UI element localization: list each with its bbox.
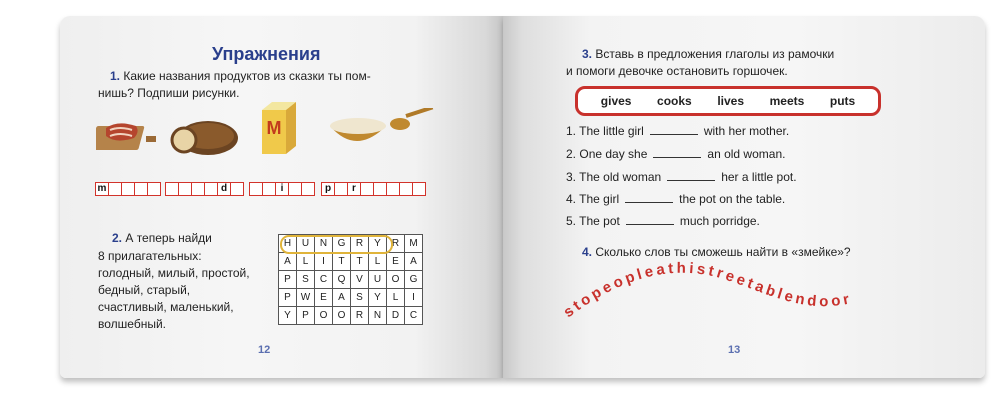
letter-cell[interactable]: m <box>95 182 109 196</box>
wordsearch-cell[interactable]: R <box>351 307 369 325</box>
exercise-3-line1: Вставь в предложения глаголы из рамочки <box>595 47 835 61</box>
wordsearch-cell[interactable]: E <box>387 253 405 271</box>
letter-cell[interactable]: r <box>347 182 361 196</box>
wordsearch-cell[interactable]: N <box>369 307 387 325</box>
wordsearch-cell[interactable]: Q <box>333 271 351 289</box>
wordsearch-cell[interactable]: P <box>279 289 297 307</box>
exercise-1-number: 1. <box>110 69 121 83</box>
wordsearch-cell[interactable]: P <box>279 271 297 289</box>
wordsearch-cell[interactable]: P <box>297 307 315 325</box>
wordsearch-cell[interactable]: S <box>351 289 369 307</box>
sentence-number: 5. <box>566 214 577 228</box>
verb-word: lives <box>717 94 745 108</box>
wordsearch-cell[interactable]: L <box>387 289 405 307</box>
wordsearch-cell[interactable]: G <box>333 235 351 253</box>
sentence-start: The little girl <box>579 124 644 138</box>
sentence-start: The pot <box>579 214 620 228</box>
wordsearch-cell[interactable]: H <box>279 235 297 253</box>
wordsearch-cell[interactable]: I <box>405 289 423 307</box>
exercise-2-number: 2. <box>112 231 123 245</box>
sentence-number: 2. <box>566 147 577 161</box>
exercise-4-number: 4. <box>582 245 593 259</box>
sentence-end: her a little pot. <box>721 170 797 184</box>
wordsearch-cell[interactable]: A <box>333 289 351 307</box>
wordsearch-cell[interactable]: I <box>315 253 333 271</box>
wordsearch-cell[interactable]: N <box>315 235 333 253</box>
letter-cell[interactable]: p <box>321 182 335 196</box>
sentence-end: with her mother. <box>703 124 790 138</box>
sentence-number: 4. <box>566 192 577 206</box>
exercise-3-line2: и помоги девочке остановить горшочек. <box>566 64 788 78</box>
wordsearch-cell[interactable]: T <box>351 253 369 271</box>
wordsearch-cell[interactable]: O <box>315 307 333 325</box>
sentence-end: much porridge. <box>679 214 760 228</box>
verb-word: puts <box>829 94 856 108</box>
exercise-2-line5: счастливый, маленький, <box>98 300 234 314</box>
wordsearch-cell[interactable]: A <box>279 253 297 271</box>
wordsearch-cell[interactable]: Y <box>279 307 297 325</box>
wordsearch-cell[interactable]: U <box>297 235 315 253</box>
verb-word: cooks <box>657 94 692 108</box>
wordsearch-cell[interactable]: W <box>297 289 315 307</box>
wordsearch-cell[interactable]: C <box>405 307 423 325</box>
verb-word: gives <box>600 94 632 108</box>
word-snake <box>60 16 985 378</box>
page-number-left: 12 <box>258 344 271 356</box>
wordsearch-cell[interactable]: V <box>351 271 369 289</box>
exercise-1-line1: Какие названия продуктов из сказки ты пом- <box>123 69 371 83</box>
wordsearch-cell[interactable]: S <box>297 271 315 289</box>
sentence-number: 1. <box>566 124 577 138</box>
wordsearch-cell[interactable]: R <box>351 235 369 253</box>
wordsearch-cell[interactable]: M <box>405 235 423 253</box>
sentence-end: the pot on the table. <box>679 192 786 206</box>
exercise-1-line2: нишь? Подпиши рисунки. <box>98 86 240 100</box>
wordsearch-cell[interactable]: O <box>333 307 351 325</box>
wordsearch-cell[interactable]: Y <box>369 289 387 307</box>
sentence-start: The old woman <box>579 170 662 184</box>
wordsearch-cell[interactable]: D <box>387 307 405 325</box>
wordsearch-cell[interactable]: C <box>315 271 333 289</box>
wordsearch-cell[interactable]: E <box>315 289 333 307</box>
wordsearch-cell[interactable]: L <box>297 253 315 271</box>
exercise-2-line2: 8 прилагательных: <box>98 249 202 263</box>
wordsearch-cell[interactable]: A <box>405 253 423 271</box>
exercise-2-line6: волшебный. <box>98 317 166 331</box>
wordsearch-cell[interactable]: T <box>333 253 351 271</box>
sentence-start: One day she <box>579 147 648 161</box>
exercise-2-line1: А теперь найди <box>125 231 212 245</box>
exercise-2-line3: голодный, милый, простой, <box>98 266 250 280</box>
wordsearch-cell[interactable]: R <box>387 235 405 253</box>
verb-word: meets <box>769 94 805 108</box>
letter-cell[interactable]: d <box>217 182 231 196</box>
exercise-3-number: 3. <box>582 47 593 61</box>
page-number-right: 13 <box>728 344 741 356</box>
page-title: Упражнения <box>212 44 321 64</box>
open-book <box>60 16 985 378</box>
wordsearch-cell[interactable]: G <box>405 271 423 289</box>
exercise-4-question: Сколько слов ты сможешь найти в «змейке»? <box>595 245 851 259</box>
snake-letters: stopeopleathistreetablendoor <box>560 259 854 322</box>
exercise-2-line4: бедный, старый, <box>98 283 191 297</box>
milk-box-label: M <box>266 118 282 138</box>
wordsearch-cell[interactable]: Y <box>369 235 387 253</box>
letter-cell[interactable]: i <box>275 182 289 196</box>
wordsearch-cell[interactable]: O <box>387 271 405 289</box>
sentence-start: The girl <box>579 192 620 206</box>
wordsearch-cell[interactable]: U <box>369 271 387 289</box>
sentence-end: an old woman. <box>707 147 786 161</box>
wordsearch-cell[interactable]: L <box>369 253 387 271</box>
sentence-number: 3. <box>566 170 577 184</box>
